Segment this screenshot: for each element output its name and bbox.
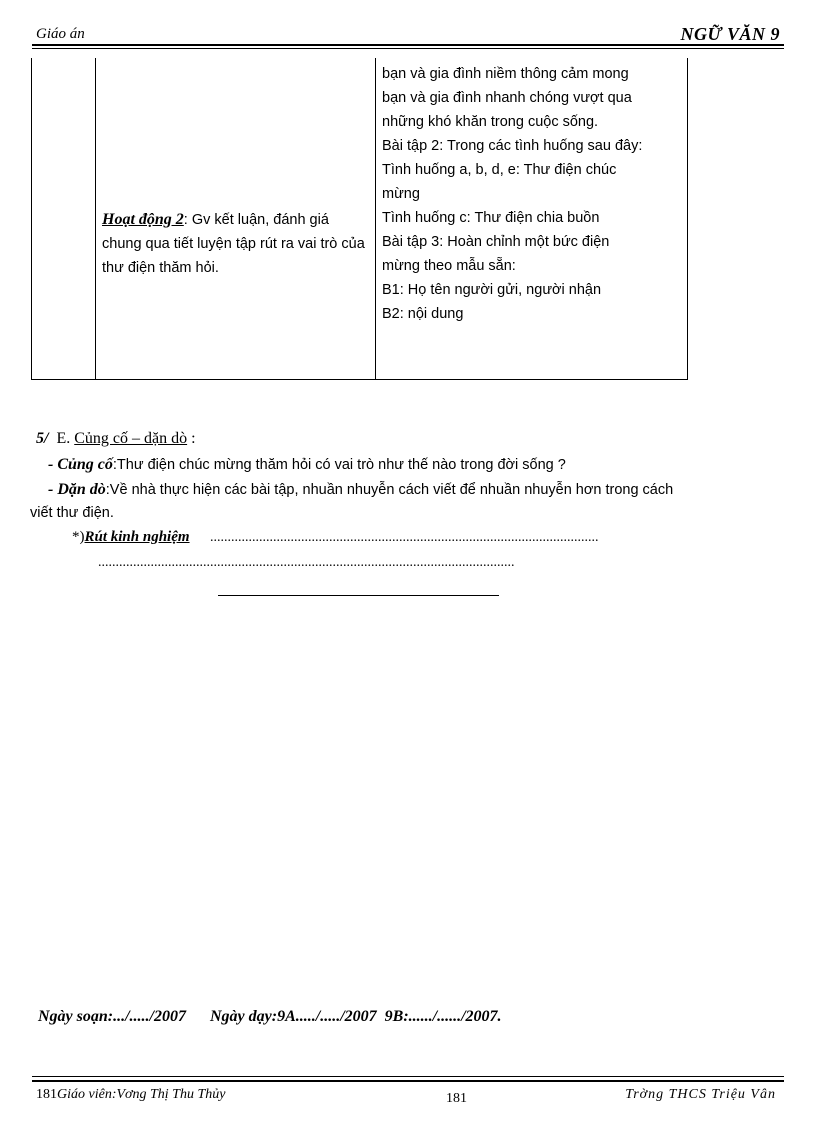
table-divider-2: [375, 58, 376, 379]
content-line: Bài tập 3: Hoàn chỉnh một bức điện: [382, 234, 610, 250]
content-line: Tình huống c: Thư điện chia buồn: [382, 210, 600, 226]
table-divider-1: [95, 58, 96, 379]
dando-continued: viết thư điện.: [30, 505, 114, 521]
content-line: B1: Họ tên người gửi, người nhận: [382, 282, 602, 298]
section-heading: Củng cố – dặn dò: [74, 430, 188, 447]
content-cell: [382, 62, 682, 326]
content-line: bạn và gia đình nhanh chóng vượt qua: [382, 90, 632, 106]
dando-text: :Về nhà thực hiện các bài tập, nhuần nhuyễn cách viết để nhuần nhuyễn hơn trong cách: [105, 482, 674, 498]
section-prefix: E.: [56, 430, 71, 447]
cungco-line: [48, 456, 566, 474]
dotted-line-1: ...............................................................................................................: [210, 530, 599, 545]
rut-kinh-nghiem: [72, 529, 190, 546]
content-line: Bài tập 2: Trong các tình huống sau đây:: [382, 138, 643, 154]
footer-number: 181: [36, 1087, 57, 1102]
header-left: Giáo án: [36, 26, 85, 42]
lesson-dates: Ngày soạn:.../...../2007 Ngày dạy:9A...../...../2007 9B:....../....../2007.: [38, 1008, 502, 1025]
content-line: B2: nội dung: [382, 306, 464, 322]
section-suffix: :: [187, 430, 196, 447]
section-number: 5/: [36, 430, 49, 447]
header-rule-thin: [32, 48, 784, 49]
content-line: bạn và gia đình niềm thông cảm mong: [382, 66, 629, 82]
content-line: mừng theo mẫu sẵn:: [382, 258, 516, 274]
dando-label: - Dặn dò: [48, 481, 106, 498]
separator-line: [218, 595, 499, 596]
header-rule: [32, 44, 784, 46]
content-line: mừng: [382, 186, 420, 202]
footer-teacher: [36, 1087, 225, 1103]
footer-teacher-name: Giáo viên:Vơng Thị Thu Thủy: [57, 1087, 226, 1102]
section-title: [36, 430, 196, 448]
footer-rule-thin: [32, 1076, 784, 1077]
rkn-label: Rút kinh nghiệm: [84, 529, 190, 545]
lesson-table: [31, 58, 688, 380]
content-line: Tình huống a, b, d, e: Thư điện chúc: [382, 162, 617, 178]
activity-text: : Gv kết luận, đánh giá chung qua tiết luyện tập rút ra vai trò của thư điện thăm hỏi.: [102, 212, 365, 276]
rkn-prefix: *): [72, 529, 85, 545]
cungco-label: - Củng cố: [48, 456, 113, 473]
footer-rule: [32, 1080, 784, 1082]
activity-cell: [102, 208, 368, 280]
dando-line: [48, 481, 784, 499]
dotted-line-2: .......................................................................................................................: [98, 555, 515, 570]
header-right: NGỮ VĂN 9: [680, 24, 780, 44]
page-number: 181: [446, 1091, 467, 1106]
cungco-text: :Thư điện chúc mừng thăm hỏi có vai trò như thế nào trong đời sống ?: [112, 457, 566, 473]
activity-heading: Hoạt động 2: [102, 211, 184, 228]
content-line: những khó khăn trong cuộc sống.: [382, 114, 599, 130]
footer-school: Trờng THCS Triệu Vân: [625, 1087, 776, 1102]
